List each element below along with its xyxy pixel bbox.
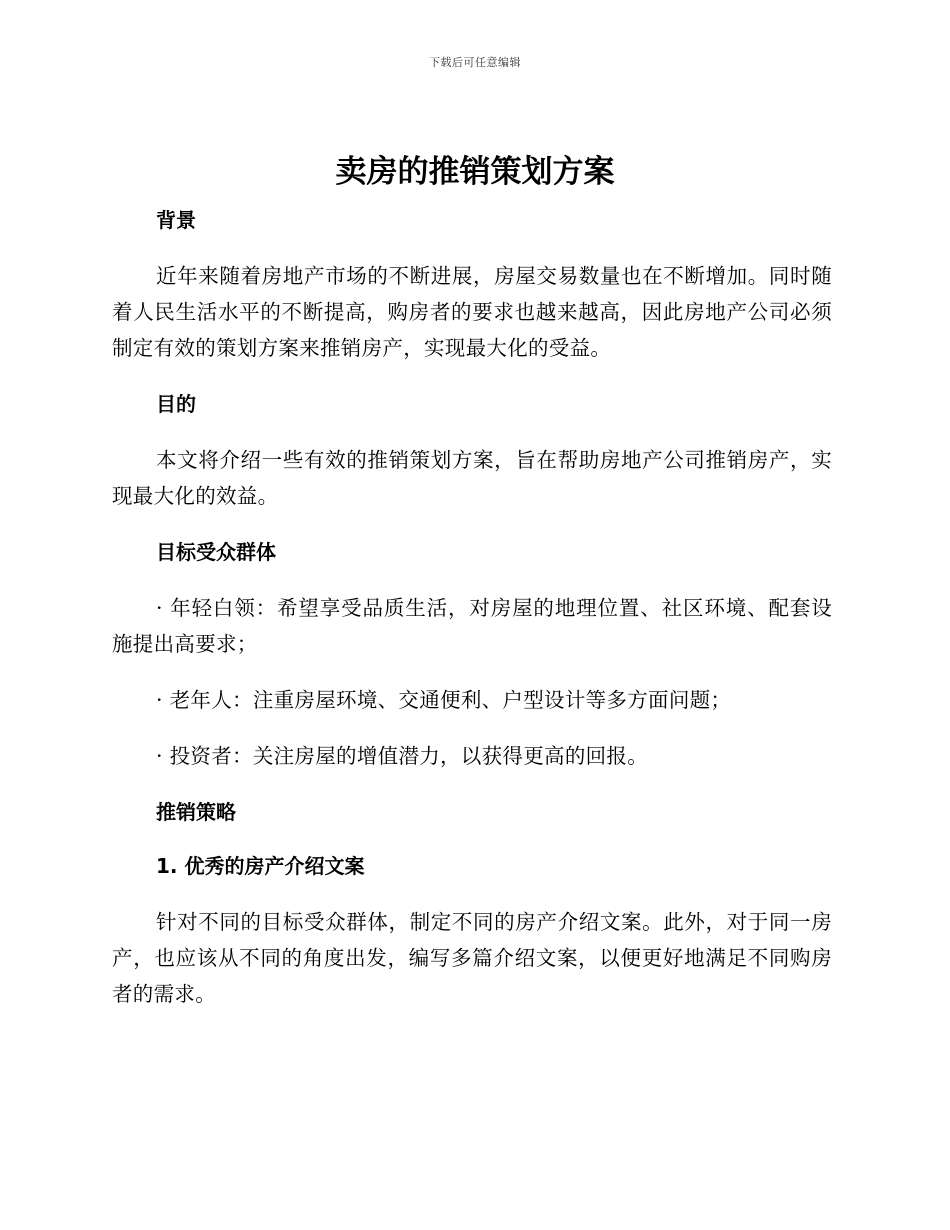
paragraph-purpose: 本文将介绍一些有效的推销策划方案，旨在帮助房地产公司推销房产，实现最大化的效益。 <box>112 448 832 508</box>
list-item: · 投资者：关注房屋的增值潜力，以获得更高的回报。 <box>156 744 649 768</box>
subsection-heading-copywriting: 1. 优秀的房产介绍文案 <box>156 854 365 878</box>
section-heading-purpose: 目的 <box>156 392 196 416</box>
section-heading-strategy: 推销策略 <box>156 800 236 824</box>
document-body <box>112 204 832 1012</box>
document-title: 卖房的推销策划方案 <box>335 154 615 190</box>
header-note: 下载后可任意编辑 <box>429 56 521 69</box>
section-heading-audience: 目标受众群体 <box>156 540 276 564</box>
section-heading-background: 背景 <box>156 208 196 232</box>
list-item: · 老年人：注重房屋环境、交通便利、户型设计等多方面问题； <box>156 688 732 712</box>
paragraph-copywriting: 针对不同的目标受众群体，制定不同的房产介绍文案。此外，对于同一房产，也应该从不同的角度出发，编写多篇介绍文案，以便更好地满足不同购房者的需求。 <box>112 910 832 1006</box>
paragraph-background: 近年来随着房地产市场的不断进展，房屋交易数量也在不断增加。同时随着人民生活水平的不断提高，购房者的要求也越来越高，因此房地产公司必须制定有效的策划方案来推销房产，实现最大化的受益。 <box>112 264 832 360</box>
list-item: · 年轻白领：希望享受品质生活，对房屋的地理位置、社区环境、配套设施提出高要求； <box>112 596 832 656</box>
